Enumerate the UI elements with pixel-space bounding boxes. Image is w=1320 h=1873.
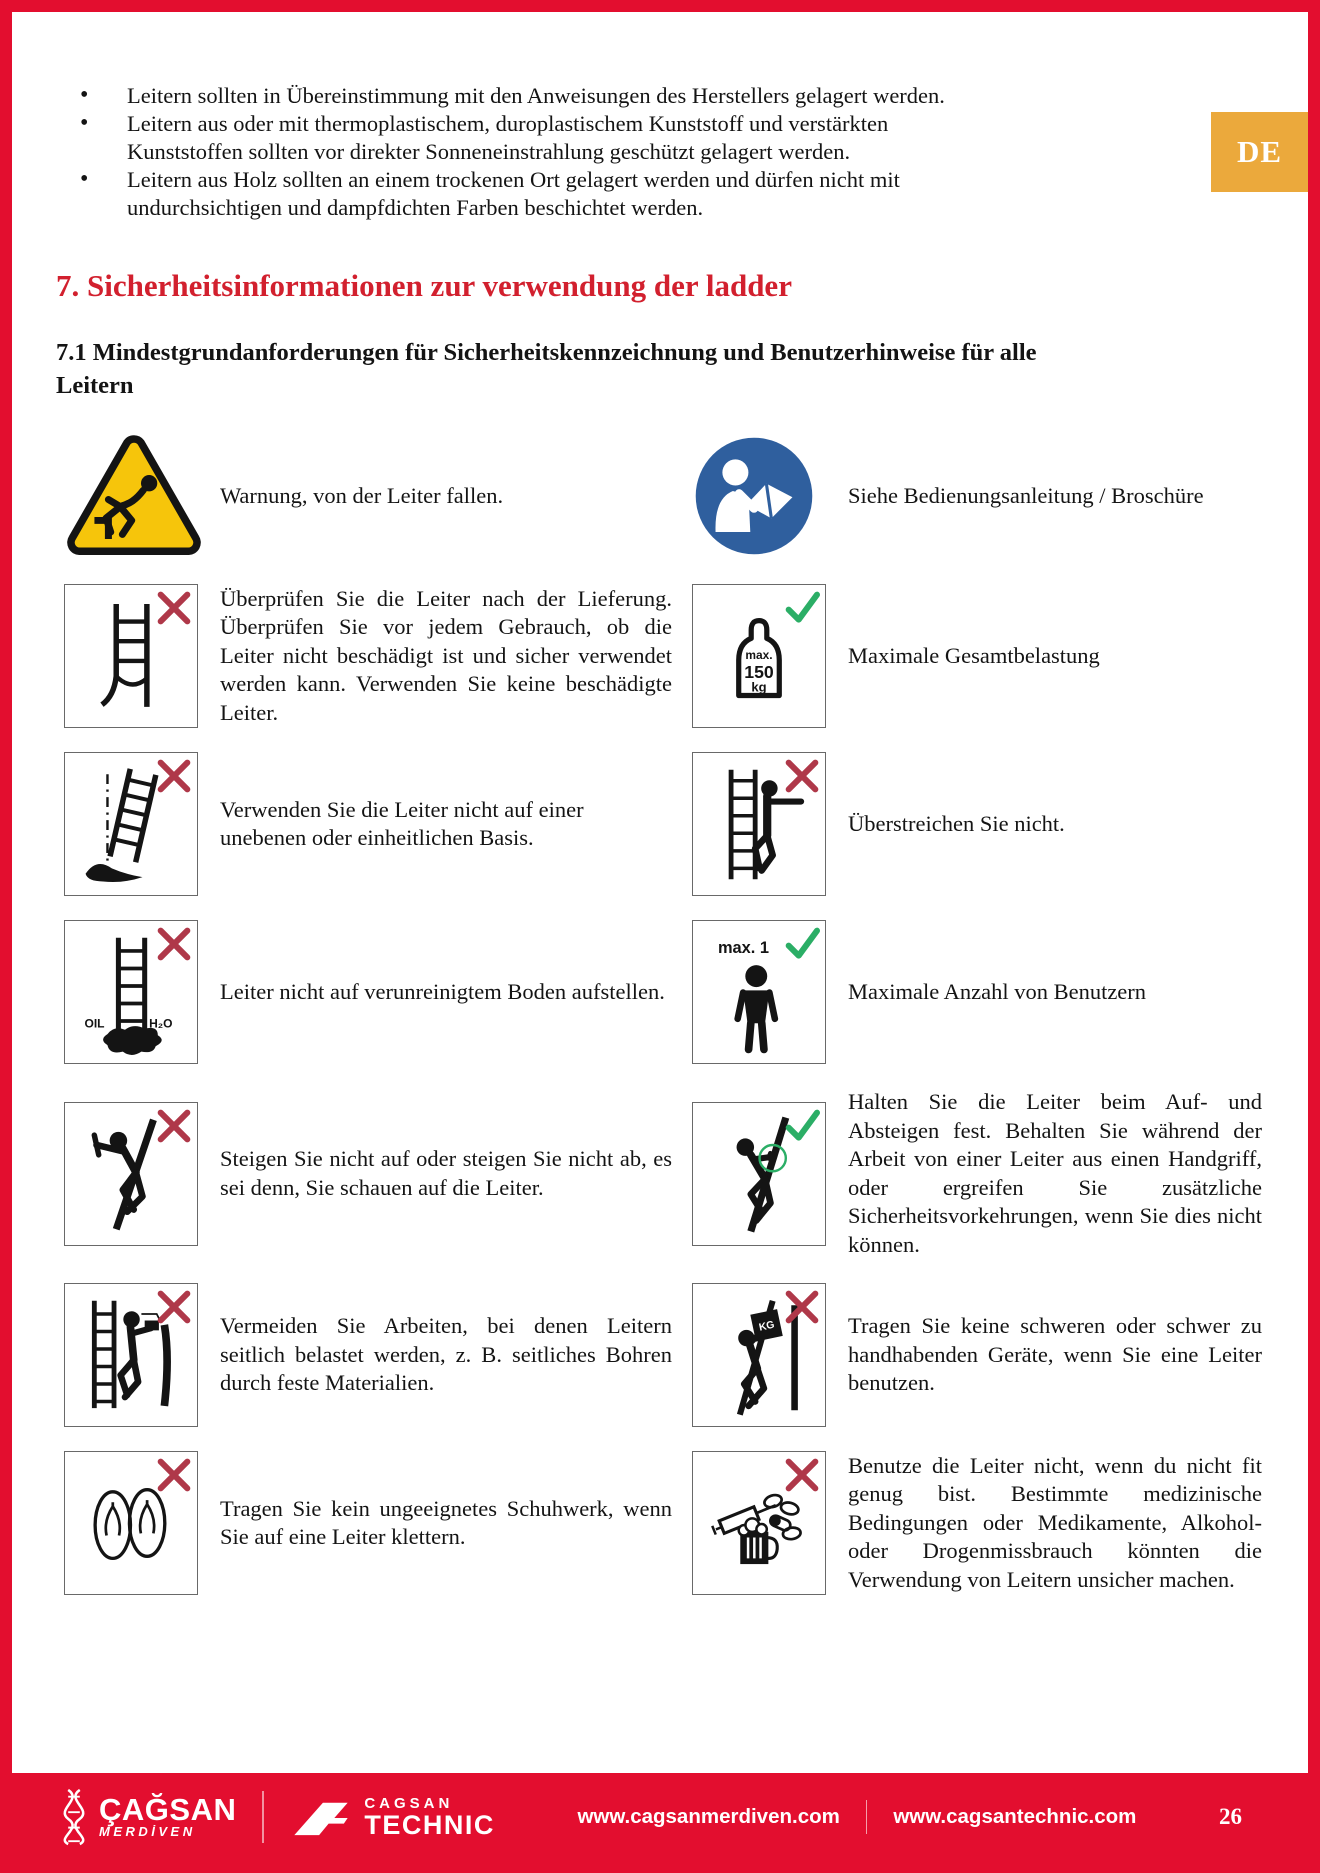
pictogram-cell <box>684 1102 836 1246</box>
pictogram-cell <box>56 1102 208 1246</box>
pictogram-cell <box>56 584 208 728</box>
check-mark <box>782 1106 822 1146</box>
oil-label: OIL <box>84 1016 105 1031</box>
pictogram-cell <box>848 642 1262 671</box>
prohibited-x-mark <box>154 1106 194 1146</box>
facing-away-pictogram <box>64 1102 198 1246</box>
language-badge: DE <box>1211 112 1308 192</box>
footer-websites <box>577 1800 1136 1834</box>
list-item: • Leitern aus oder mit thermoplastischem, duroplastischem Kunststoff und verstärkten Kunststoffen sollten vor direkter Sonneneinstrahlung geschützt gelagert werden. <box>56 110 1008 166</box>
storage-instructions-list <box>56 82 1008 222</box>
prohibited-x-mark <box>154 756 194 796</box>
prohibited-x-mark <box>782 1455 822 1495</box>
max-users-pictogram <box>692 920 826 1064</box>
pictogram-cell <box>684 752 836 896</box>
pictogram-cell <box>848 810 1262 839</box>
prohibited-x-mark <box>782 1287 822 1327</box>
pictogram-cell <box>220 796 672 853</box>
pictogram-cell <box>220 482 672 511</box>
hold-while-climbing-pictogram <box>692 1102 826 1246</box>
pictogram-label: Maximale Anzahl von Benutzern <box>848 978 1147 1004</box>
pictogram-label: Maximale Gesamtbelastung <box>848 642 1100 668</box>
pictogram-label: Siehe Bedienungsanleitung / Broschüre <box>848 482 1204 508</box>
footer-bar <box>12 1773 1308 1861</box>
footer-divider <box>866 1800 868 1834</box>
pictogram-cell <box>684 584 836 728</box>
prohibited-x-mark <box>154 588 194 628</box>
check-mark <box>782 588 822 628</box>
pictogram-label: Verwenden Sie die Leiter nicht auf einer unebenen oder einheitlichen Basis. <box>220 796 584 850</box>
footer-divider <box>262 1791 264 1843</box>
pictogram-label: Steigen Sie nicht auf oder steigen Sie nicht ab, es sei denn, Sie schauen auf die Leiter. <box>220 1146 672 1200</box>
pictogram-label: Tragen Sie keine schweren oder schwer zu handhabenden Geräte, wenn Sie eine Leiter benutzen. <box>848 1313 1262 1396</box>
pictogram-label: Benutze die Leiter nicht, wenn du nicht fit genug bist. Bestimmte medizinische Bedingungen oder Medikamente, Alkohol- oder Drogenmissbrauch könnten die Verwendung von Leitern unsicher machen. <box>848 1452 1262 1592</box>
damaged-ladder-pictogram <box>64 584 198 728</box>
pictogram-label: Überstreichen Sie nicht. <box>848 810 1065 836</box>
water-label: H₂O <box>149 1016 173 1031</box>
read-manual-icon <box>692 434 816 558</box>
brand-subtitle: MERDİVEN <box>99 1824 196 1839</box>
pictogram-cell <box>848 1452 1262 1595</box>
weight-value-label: 150 <box>744 661 774 682</box>
pictogram-label: Halten Sie die Leiter beim Auf- und Absteigen fest. Behalten Sie während der Arbeit von einer Leiter aus einen Handgriff, oder ergreifen Sie zusätzliche Sicherheitsvorkehrungen, wenn Sie dies nicht können. <box>848 1089 1262 1257</box>
pictogram-label: Vermeiden Sie Arbeiten, bei denen Leitern seitlich belastet werden, z. B. seitliches Bohren durch feste Materialien. <box>220 1313 672 1396</box>
pictogram-label: Leiter nicht auf verunreinigtem Boden aufstellen. <box>220 978 665 1004</box>
prohibited-x-mark <box>154 924 194 964</box>
pictogram-label: Überprüfen Sie die Leiter nach der Lieferung. Überprüfen Sie vor jedem Gebrauch, ob die Leiter nicht beschädigt ist und sicher verwendet werden kann. Verwenden Sie keine beschädigte Leiter. <box>220 585 672 725</box>
pictogram-cell <box>220 978 672 1007</box>
brand-name: ÇAĞSAN <box>99 1792 237 1827</box>
pictogram-cell <box>220 1495 672 1552</box>
website-technic: www.cagsantechnic.com <box>893 1805 1137 1828</box>
contaminated-ground-pictogram <box>64 920 198 1064</box>
footwear-pictogram <box>64 1451 198 1595</box>
weight-unit-label: kg <box>751 679 767 695</box>
kg-box-label: KG <box>758 1319 776 1334</box>
prohibited-x-mark <box>782 756 822 796</box>
falling-from-ladder-warning-icon <box>64 432 204 560</box>
max-total-load-pictogram <box>692 584 826 728</box>
pictogram-cell <box>684 1283 836 1427</box>
check-mark <box>782 924 822 964</box>
brand-name-top: CAGSAN <box>364 1795 454 1812</box>
pictogram-cell <box>220 1145 672 1202</box>
subsection-title: 7.1 Mindestgrundanforderungen für Sicherheitskennzeichnung und Benutzerhinweise für alle Leitern <box>56 339 1037 399</box>
page-number: 26 <box>1219 1804 1242 1829</box>
pictogram-cell <box>56 1451 208 1595</box>
do-not-overreach-pictogram <box>692 752 826 896</box>
pictogram-cell <box>848 1312 1262 1398</box>
pictogram-cell <box>56 920 208 1064</box>
pictogram-cell <box>848 978 1262 1007</box>
cagsan-technic-logo <box>290 1796 495 1838</box>
pictogram-label: Warnung, von der Leiter fallen. <box>220 482 504 508</box>
prohibited-x-mark <box>154 1455 194 1495</box>
cagsan-merdiven-logo <box>58 1788 236 1846</box>
pictogram-cell <box>684 920 836 1064</box>
max-users-label: max. 1 <box>717 939 770 958</box>
pictogram-cell <box>684 434 836 558</box>
helix-ladder-icon <box>58 1788 90 1846</box>
pictogram-cell <box>220 1312 672 1398</box>
pictogram-cell <box>848 1088 1262 1259</box>
heavy-equipment-pictogram <box>692 1283 826 1427</box>
list-item: • Leitern sollten in Übereinstimmung mit den Anweisungen des Herstellers gelagert werden. <box>56 82 1008 110</box>
pictogram-cell <box>56 1283 208 1427</box>
weight-max-label: max. <box>745 648 773 663</box>
section-title: 7. Sicherheitsinformationen zur verwendung der ladder <box>56 268 792 303</box>
list-item: • Leitern aus Holz sollten an einem trockenen Ort gelagert werden und dürfen nicht mit undurchsichtigen und dampfdichten Farben beschichtet werden. <box>56 166 1008 222</box>
technic-arrow-icon <box>290 1797 352 1837</box>
pictogram-cell <box>56 432 208 560</box>
pictogram-cell <box>684 1451 836 1595</box>
pictogram-cell <box>220 585 672 728</box>
uneven-ground-pictogram <box>64 752 198 896</box>
pictogram-cell <box>848 482 1262 511</box>
side-loading-pictogram <box>64 1283 198 1427</box>
brand-name-bottom: TECHNIC <box>364 1810 495 1840</box>
prohibited-x-mark <box>154 1287 194 1327</box>
page-content <box>12 12 1308 1595</box>
substances-pictogram <box>692 1451 826 1595</box>
website-merdiven: www.cagsanmerdiven.com <box>577 1805 840 1828</box>
pictogram-grid <box>56 432 1262 1595</box>
pictogram-cell <box>56 752 208 896</box>
pictogram-label: Tragen Sie kein ungeeignetes Schuhwerk, wenn Sie auf eine Leiter klettern. <box>220 1495 672 1549</box>
